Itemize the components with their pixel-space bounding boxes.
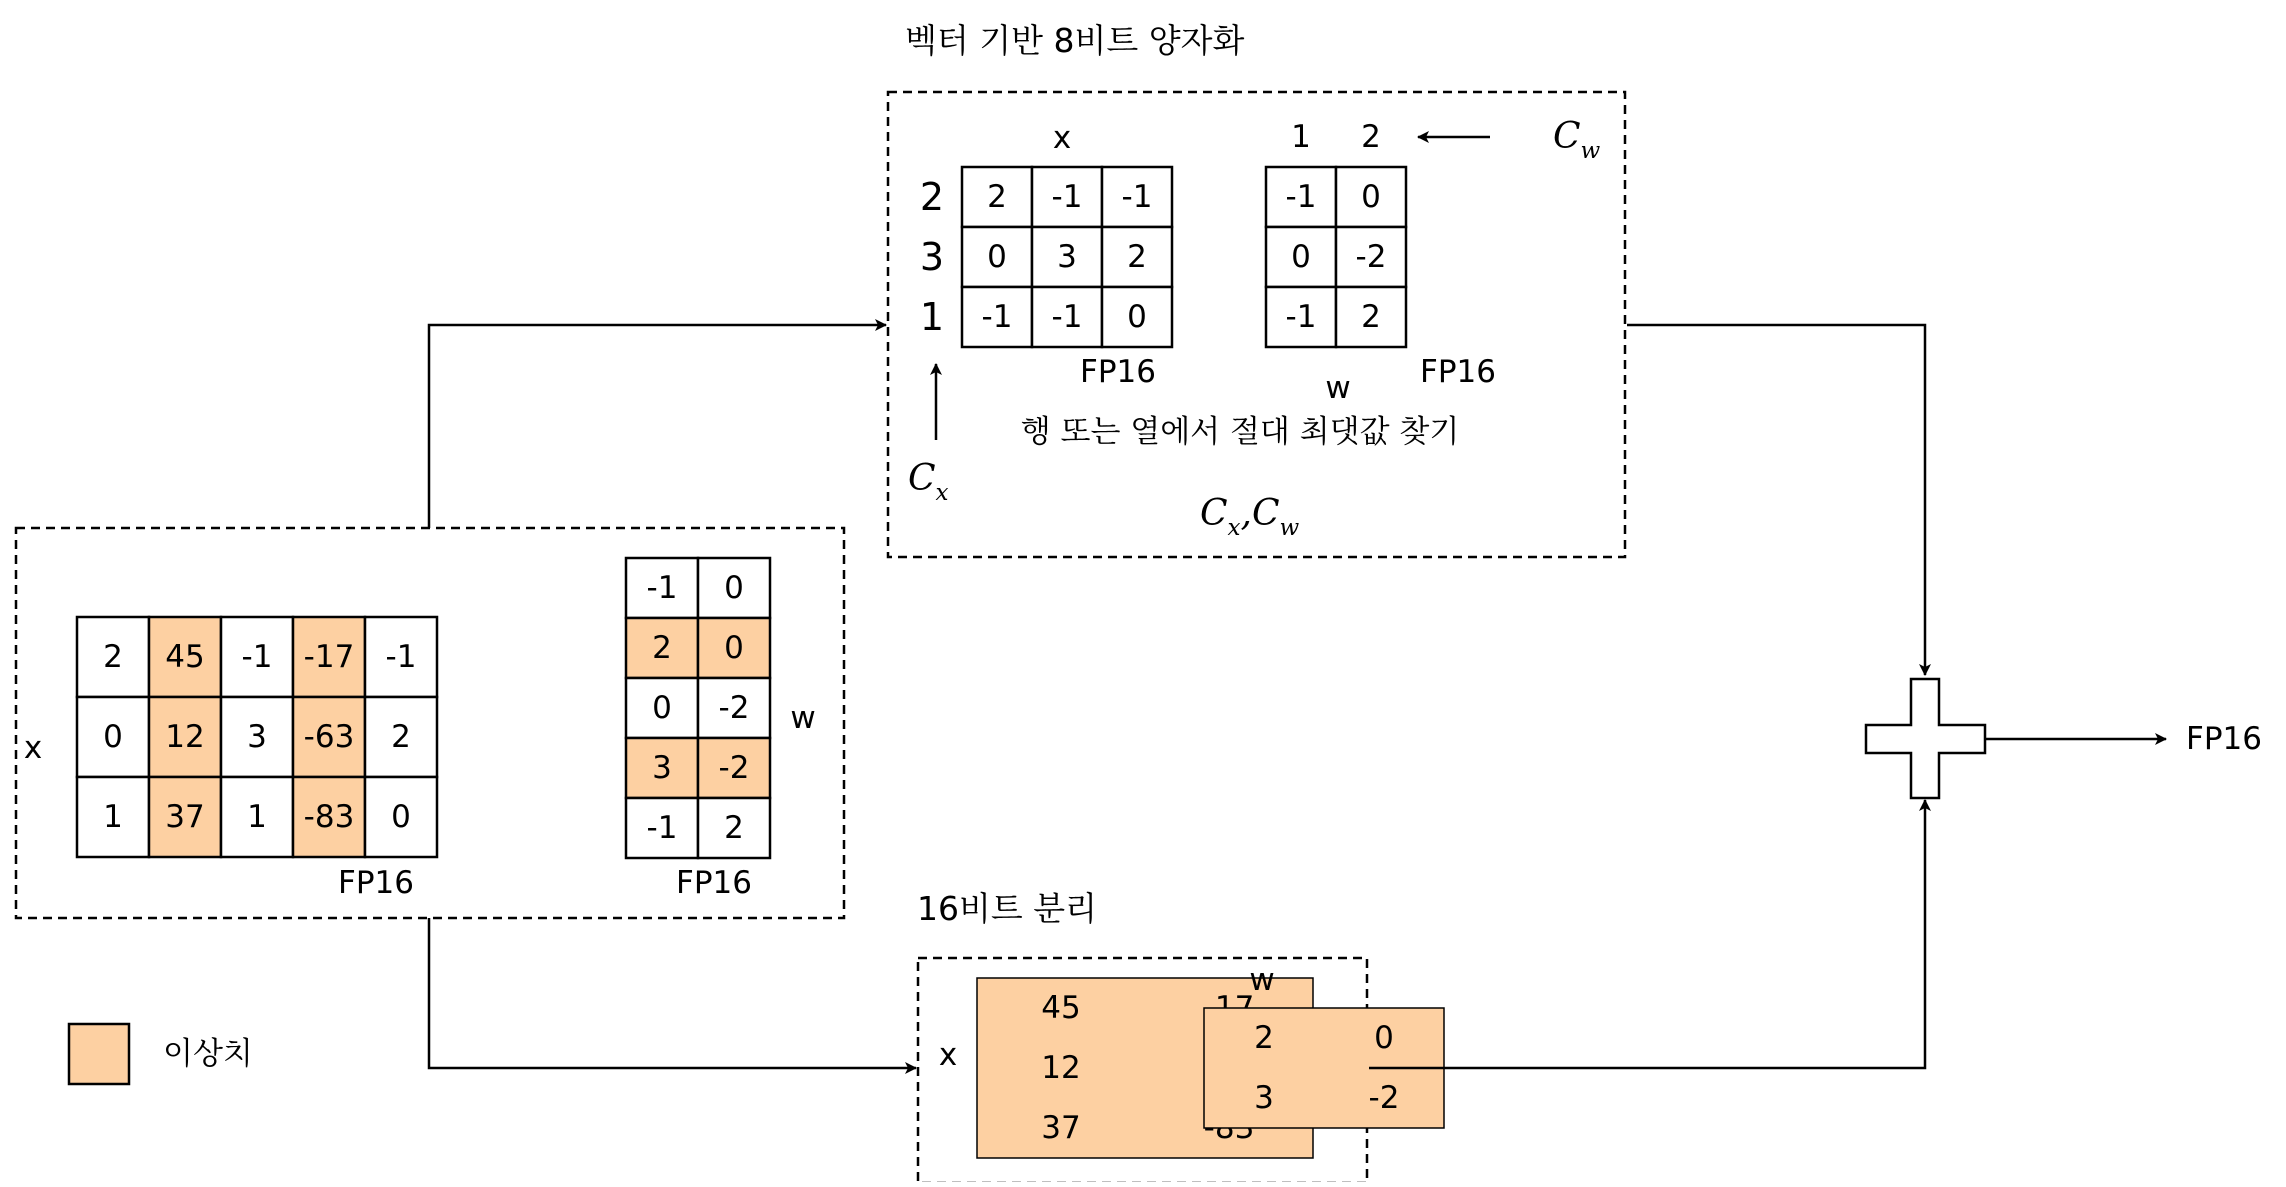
- arrow-to-split: [429, 918, 916, 1068]
- cell-value: 0: [724, 570, 744, 606]
- cell-value: -63: [303, 719, 355, 755]
- cell-value: -1: [241, 639, 273, 675]
- quant-x-matrix: [962, 167, 1172, 347]
- cell-value: 0: [724, 630, 744, 666]
- arrow-to-quant: [429, 325, 886, 528]
- input-x-fp-label: FP16: [338, 865, 414, 901]
- legend-label: 이상치: [163, 1036, 253, 1072]
- cell-value: -2: [718, 690, 750, 726]
- quant-w-label: w: [1325, 370, 1351, 406]
- cx-label: $C_x$: [908, 458, 949, 506]
- cw-label: $C_w$: [1553, 116, 1601, 164]
- cell-value: 0: [1127, 299, 1147, 335]
- cell-value: 45: [1041, 990, 1081, 1026]
- cell-value: 37: [1041, 1110, 1081, 1146]
- cell-value: 2: [987, 179, 1007, 215]
- cell-value: 12: [165, 719, 205, 755]
- row-scale: 1: [919, 295, 945, 339]
- cell-value: 0: [1361, 179, 1381, 215]
- row-scale: 3: [919, 235, 945, 279]
- cell-value: 2: [103, 639, 123, 675]
- cell-value: -1: [1285, 299, 1317, 335]
- cell-value: -83: [303, 799, 355, 835]
- quant-w-fp-label: FP16: [1420, 354, 1496, 390]
- cell-value: -2: [718, 750, 750, 786]
- output-label: FP16: [2186, 721, 2262, 757]
- quant-x-label: x: [1052, 120, 1072, 156]
- cell-value: -1: [646, 570, 678, 606]
- input-w-fp-label: FP16: [676, 865, 752, 901]
- input-w-label: w: [790, 700, 816, 736]
- quant-x-fp-label: FP16: [1080, 354, 1156, 390]
- cell-value: 3: [247, 719, 267, 755]
- cell-value: -1: [385, 639, 417, 675]
- split-w-label: w: [1249, 962, 1275, 998]
- cell-value: 3: [1254, 1080, 1274, 1116]
- cell-value: 45: [165, 639, 205, 675]
- arrow-quant-to-sum: [1627, 325, 1925, 675]
- cell-value: 37: [165, 799, 205, 835]
- cell-value: 2: [391, 719, 411, 755]
- cx-cw-label: $C_x,C_w$: [1200, 493, 1300, 541]
- cell-value: 3: [652, 750, 672, 786]
- column-scale: 1: [1291, 119, 1311, 155]
- cell-value: 0: [987, 239, 1007, 275]
- split-title: 16비트 분리: [917, 889, 1097, 928]
- cell-value: 0: [391, 799, 411, 835]
- input-x-matrix: [77, 617, 437, 857]
- cell-value: 12: [1041, 1050, 1081, 1086]
- quant-title: 벡터 기반 8비트 양자화: [905, 21, 1245, 60]
- cell-value: 0: [103, 719, 123, 755]
- cell-value: -1: [1051, 299, 1083, 335]
- cell-value: -1: [646, 810, 678, 846]
- quant-w-matrix: [1266, 167, 1406, 347]
- quant-note: 행 또는 열에서 절대 최댓값 찾기: [1020, 414, 1460, 450]
- cell-value: -1: [1051, 179, 1083, 215]
- cell-value: 0: [1374, 1020, 1394, 1056]
- quant-w-scales: [1291, 119, 1381, 155]
- column-scale: 2: [1361, 119, 1381, 155]
- cell-value: 2: [1254, 1020, 1274, 1056]
- split-x-label: x: [938, 1037, 958, 1073]
- cell-value: 3: [1057, 239, 1077, 275]
- cell-value: -1: [1285, 179, 1317, 215]
- cell-value: -1: [981, 299, 1013, 335]
- cell-value: 2: [652, 630, 672, 666]
- cell-value: -17: [303, 639, 355, 675]
- cell-value: 0: [652, 690, 672, 726]
- cell-value: 2: [1361, 299, 1381, 335]
- cell-value: -2: [1355, 239, 1387, 275]
- input-x-label: x: [23, 730, 43, 766]
- cell-value: -2: [1368, 1080, 1400, 1116]
- cell-value: 1: [247, 799, 267, 835]
- cell-value: 2: [724, 810, 744, 846]
- cell-value: 2: [1127, 239, 1147, 275]
- quant-x-scales: [920, 175, 944, 339]
- input-w-matrix: [626, 558, 770, 858]
- row-scale: 2: [919, 175, 945, 219]
- legend-swatch: [69, 1024, 129, 1084]
- cell-value: 1: [103, 799, 123, 835]
- cell-value: 0: [1291, 239, 1311, 275]
- arrow-split-to-sum: [1369, 800, 1925, 1068]
- cell-value: -1: [1121, 179, 1153, 215]
- plus-icon: [1866, 679, 1985, 798]
